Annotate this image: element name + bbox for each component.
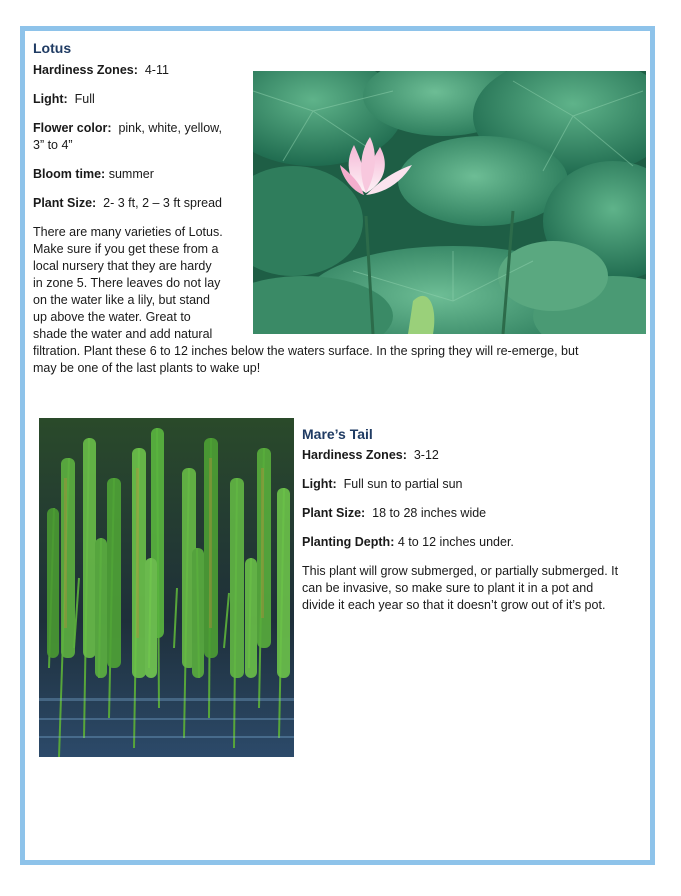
mares-tail-desc-line: can be invasive, so make sure to plant it in a pot and (302, 581, 594, 595)
lotus-hardiness-value: 4-11 (144, 63, 169, 77)
mares-tail-light (302, 476, 462, 492)
lotus-size-label: Plant Size: (33, 196, 97, 210)
mares-tail-depth-label: Planting Depth: (302, 535, 395, 549)
lotus-desc-line: local nursery that they are hardy (33, 259, 212, 273)
lotus-desc-line: up above the water. Great to (33, 310, 191, 324)
lotus-desc-line: in zone 5. There leaves do not lay (33, 276, 221, 290)
lotus-title: Lotus (33, 40, 72, 56)
lotus-desc-line: filtration. Plant these 6 to 12 inches below the waters surface. In the spring they will re-emerge, but (33, 344, 579, 358)
lotus-bloom-label: Bloom time: (33, 167, 106, 181)
lotus-flower-label: Flower color: (33, 121, 112, 135)
lotus-desc-line: may be one of the last plants to wake up! (33, 361, 261, 375)
lotus-bloom-value: summer (108, 167, 154, 181)
lotus-hardiness (33, 62, 169, 78)
mares-tail-desc-line: This plant will grow submerged, or partially submerged. It (302, 564, 619, 578)
lotus-desc-line: There are many varieties of Lotus. (33, 225, 223, 239)
lotus-bloom (33, 166, 154, 182)
lotus-flower-value-line2: 3” to 4” (33, 138, 73, 152)
mares-tail-hardiness-value: 3-12 (413, 448, 439, 462)
lotus-light (33, 91, 95, 107)
mares-tail-description (302, 563, 618, 614)
mares-tail-light-value: Full sun to partial sun (343, 477, 463, 491)
mares-tail-title: Mare’s Tail (302, 426, 373, 442)
lotus-desc-line: on the water like a lily, but stand (33, 293, 210, 307)
lotus-hardiness-label: Hardiness Zones: (33, 63, 138, 77)
lotus-light-label: Light: (33, 92, 68, 106)
lotus-flower-color (33, 120, 222, 136)
lotus-photo (253, 71, 646, 334)
mares-tail-size-label: Plant Size: (302, 506, 366, 520)
mares-tail-depth-value: 4 to 12 inches under. (397, 535, 514, 549)
mares-tail-photo-illustration (39, 418, 294, 757)
lotus-desc-line: Make sure if you get these from a (33, 242, 219, 256)
mares-tail-size-value: 18 to 28 inches wide (372, 506, 487, 520)
lotus-photo-illustration (253, 71, 646, 334)
mares-tail-light-label: Light: (302, 477, 337, 491)
mares-tail-hardiness (302, 447, 439, 463)
mares-tail-size (302, 505, 486, 521)
lotus-desc-line: shade the water and add natural (33, 327, 213, 341)
lotus-flower-value-line1: pink, white, yellow, (118, 121, 222, 135)
mares-tail-photo (39, 418, 294, 757)
mares-tail-hardiness-label: Hardiness Zones: (302, 448, 407, 462)
lotus-light-value: Full (74, 92, 95, 106)
lotus-size (33, 195, 222, 211)
mares-tail-depth (302, 534, 514, 550)
lotus-size-value: 2- 3 ft, 2 – 3 ft spread (103, 196, 222, 210)
mares-tail-desc-line: divide it each year so that it doesn’t grow out of it’s pot. (302, 598, 606, 612)
